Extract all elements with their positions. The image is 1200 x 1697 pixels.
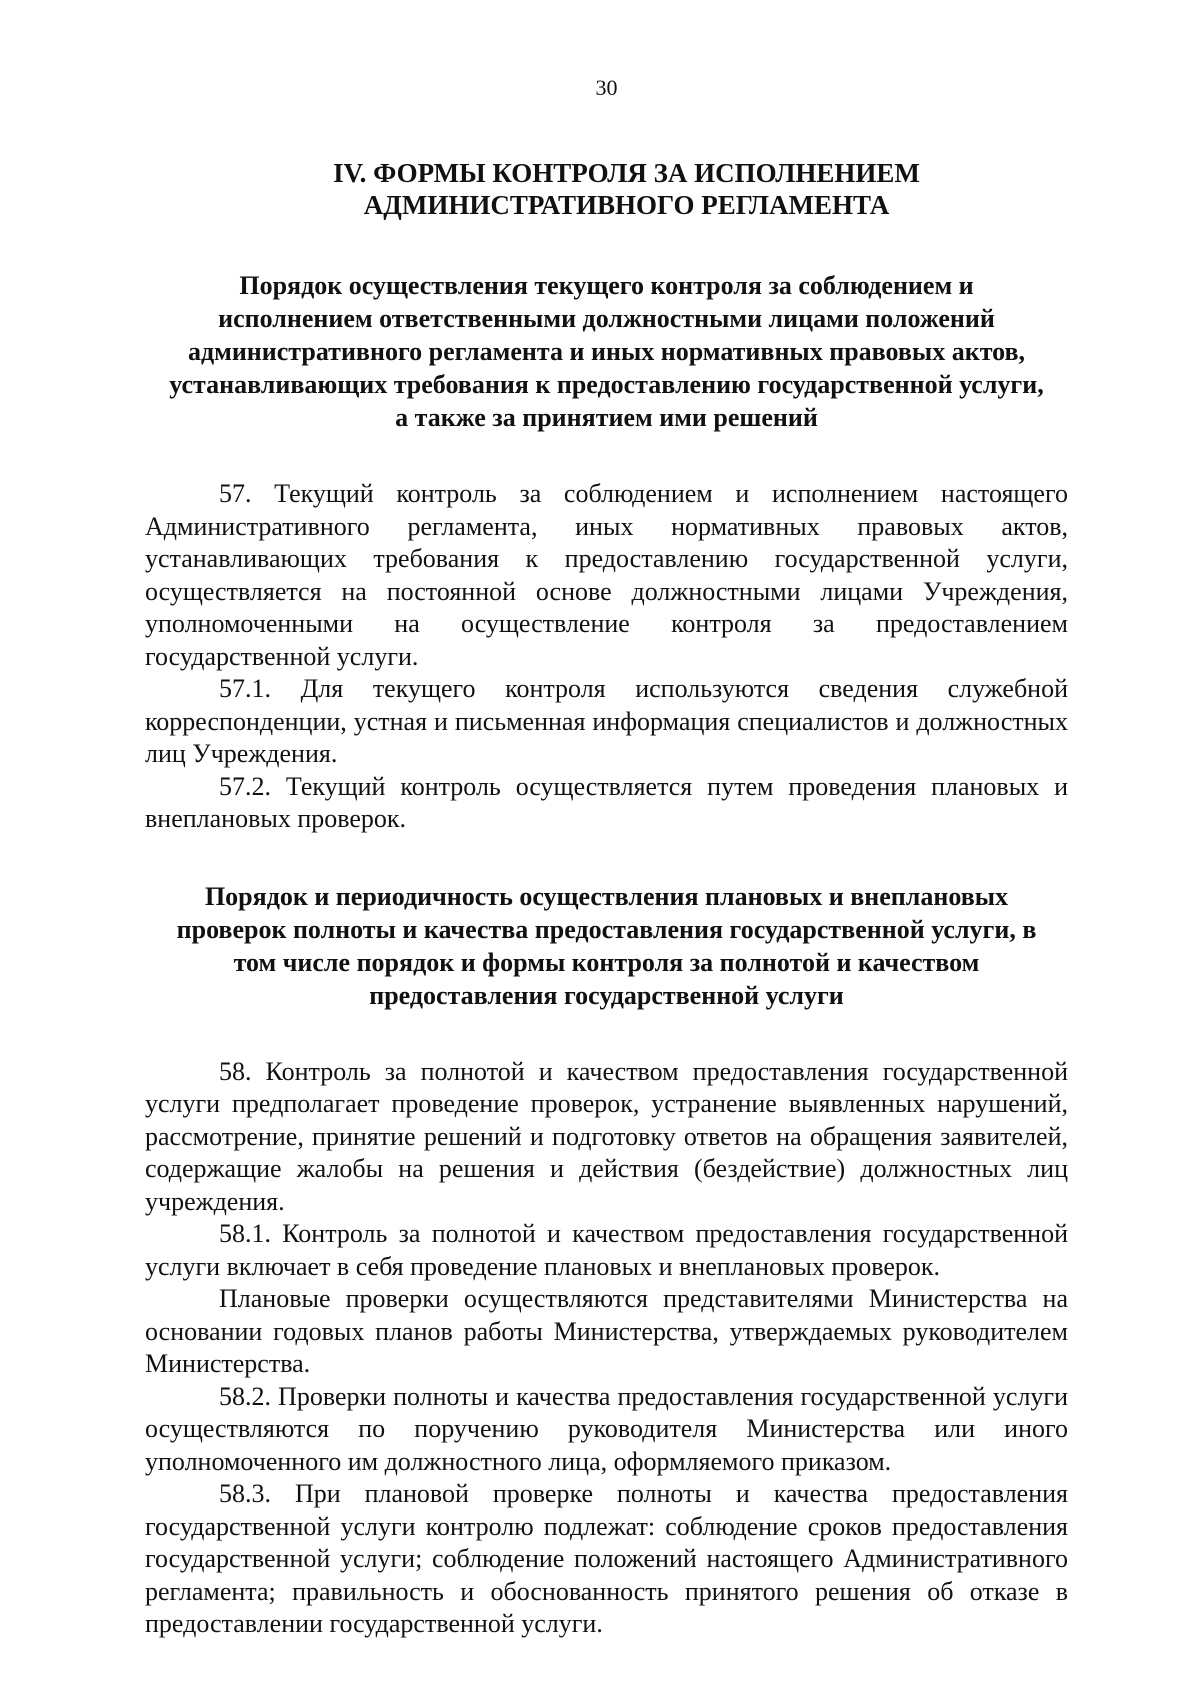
subheading-line: а также за принятием ими решений [395, 403, 818, 432]
section-title [145, 157, 1068, 221]
subheading-line: устанавливающих требования к предоставлению государственной услуги, [169, 370, 1044, 399]
section-title-line: IV. ФОРМЫ КОНТРОЛЯ ЗА ИСПОЛНЕНИЕМ [333, 158, 920, 188]
subheading-line: том числе порядок и формы контроля за полнотой и качеством [233, 947, 980, 977]
paragraph-57: 57. Текущий контроль за соблюдением и исполнением настоящего Административного регламента, иных нормативных правовых актов, устанавливающих требования к предоставлению государственной услуги, осуществляется на постоянной основе должностными лицами Учреждения, уполномоченными на осуществление контроля за предоставлением государственной услуги. [145, 479, 1068, 671]
paragraph-57-2: 57.2. Текущий контроль осуществляется путем проведения плановых и внеплановых проверок. [145, 771, 1068, 833]
subheading-line: административного регламента и иных нормативных правовых актов, [187, 337, 1026, 366]
subheading-line: проверок полноты и качества предоставления государственной услуги, в [176, 914, 1037, 944]
paragraph-58: 58. Контроль за полнотой и качеством предоставления государственной услуги предполагает проведение проверок, устранение выявленных нарушений, рассмотрение, принятие решений и подготовку ответов на обращения заявителей, содержащие жалобы на решения и действия (бездействие) должностных лиц учреждения. [145, 1056, 1068, 1216]
subheading-line: исполнением ответственными должностными лицами положений [218, 304, 995, 333]
paragraph-58-2: 58.2. Проверки полноты и качества предоставления государственной услуги осуществляются по поручению руководителя Министерства или иного уполномоченного им должностного лица, оформляемого приказом. [145, 1381, 1068, 1476]
subheading-current-control [145, 269, 1068, 434]
paragraph-57-1: 57.1. Для текущего контроля используются сведения служебной корреспонденции, устная и письменная информация специалистов и должностных лиц Учреждения. [145, 674, 1068, 768]
paragraph-58-3: 58.3. При плановой проверке полноты и качества предоставления государственной услуги контролю подлежат: соблюдение сроков предоставления государственной услуги; соблюдение положений настоящего Административного регламента; правильность и обоснованность принятого решения об отказе в предоставлении государственной услуги. [145, 1479, 1068, 1638]
paragraph-group-current-control [145, 478, 1068, 836]
section-title-line: АДМИНИСТРАТИВНОГО РЕГЛАМЕНТА [363, 190, 890, 220]
page-number: 30 [595, 75, 618, 100]
paragraph-58-1-planned: Плановые проверки осуществляются представителями Министерства на основании годовых планов работы Министерства, утверждаемых руководителем Министерства. [145, 1284, 1068, 1378]
subheading-scheduled-checks [145, 880, 1068, 1012]
subheading-line: предоставления государственной услуги [369, 980, 844, 1010]
subheading-line: Порядок и периодичность осуществления плановых и внеплановых [204, 881, 1009, 911]
subheading-line: Порядок осуществления текущего контроля за соблюдением и [239, 271, 974, 300]
paragraph-58-1: 58.1. Контроль за полнотой и качеством предоставления государственной услуги включает в себя проведение плановых и внеплановых проверок. [145, 1219, 1068, 1281]
paragraph-group-scheduled-checks [145, 1056, 1068, 1641]
